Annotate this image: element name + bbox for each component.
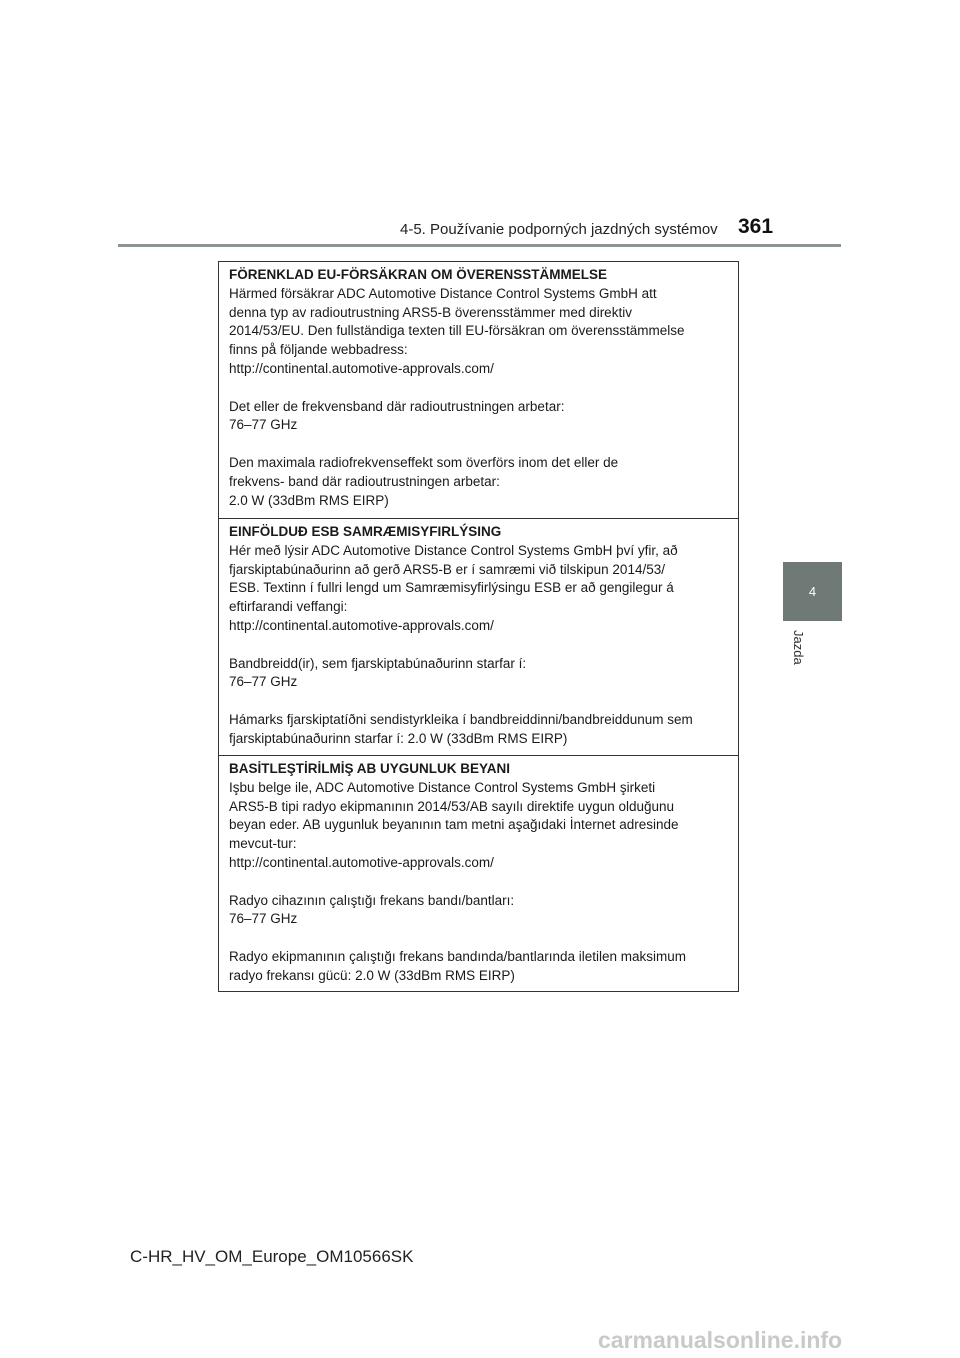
text-line: Radyo cihazının çalıştığı frekans bandı/bantları: <box>229 892 515 908</box>
text-line: finns på följande webbadress: <box>229 342 408 358</box>
text-line: Bandbreidd(ir), sem fjarskiptabúnaðurinn starfar í: <box>229 655 527 671</box>
spacer <box>229 636 728 655</box>
text-line: 76–77 GHz <box>229 417 298 433</box>
text-line: frekvens- band där radioutrustningen arbetar: <box>229 473 500 489</box>
url-text: http://continental.automotive-approvals.com/ <box>229 617 494 633</box>
chapter-tab[interactable] <box>783 562 842 621</box>
text-line: Hámarks fjarskiptatíðni sendistyrkleika í bandbreiddinni/bandbreiddunum sem <box>229 711 693 727</box>
chapter-number: 4 <box>808 584 817 599</box>
spacer <box>229 929 728 948</box>
page-number: 361 <box>738 215 774 238</box>
text-line: denna typ av radioutrustning ARS5-B överensstämmer med direktiv <box>229 304 632 320</box>
spacer <box>229 692 728 711</box>
text-line: Işbu belge ile, ADC Automotive Distance Control Systems GmbH şirketi <box>229 779 656 795</box>
section-title: EINFÖLDUÐ ESB SAMRÆMISYFIRLÝSING <box>229 524 502 539</box>
declaration-section-swedish <box>219 262 738 519</box>
text-line: 2.0 W (33dBm RMS EIRP) <box>229 492 389 508</box>
document-id: C-HR_HV_OM_Europe_OM10566SK <box>130 1247 414 1266</box>
spacer <box>229 435 728 454</box>
declaration-section-icelandic <box>219 519 738 756</box>
text-line: Radyo ekipmanının çalıştığı frekans bandında/bantlarında iletilen maksimum <box>229 948 686 964</box>
section-heading: 4-5. Používanie podporných jazdných systémov <box>400 221 718 238</box>
declaration-box <box>218 261 739 992</box>
section-title: FÖRENKLAD EU-FÖRSÄKRAN OM ÖVERENSSTÄMMELSE <box>229 267 608 282</box>
spacer <box>229 873 728 892</box>
header-divider <box>118 244 841 247</box>
watermark: carmanualsonline.info <box>598 1327 843 1353</box>
text-line: 2014/53/EU. Den fullständiga texten till EU-försäkran om överensstämmelse <box>229 323 685 339</box>
url-text: http://continental.automotive-approvals.com/ <box>229 854 494 870</box>
text-line: ARS5-B tipi radyo ekipmanının 2014/53/AB sayılı direktife uygun olduğunu <box>229 798 675 814</box>
text-line: Den maximala radiofrekvenseffekt som överförs inom det eller de <box>229 454 619 470</box>
chapter-label: Jazda <box>791 630 806 665</box>
text-line: 76–77 GHz <box>229 674 298 690</box>
text-line: fjarskiptabúnaðurinn starfar í: 2.0 W (33dBm RMS EIRP) <box>229 730 568 746</box>
text-line: ESB. Textinn í fullri lengd um Samræmisyfirlýsingu ESB er að gengilegur á <box>229 580 674 596</box>
spacer <box>229 379 728 398</box>
text-line: 76–77 GHz <box>229 911 298 927</box>
text-line: beyan eder. AB uygunluk beyanının tam metni aşağıdaki İnternet adresinde <box>229 817 679 833</box>
text-line: Härmed försäkrar ADC Automotive Distance Control Systems GmbH att <box>229 285 657 301</box>
text-line: radyo frekansı gücü: 2.0 W (33dBm RMS EIRP) <box>229 967 515 983</box>
text-line: eftirfarandi veffangi: <box>229 599 348 615</box>
text-line: Hér með lýsir ADC Automotive Distance Control Systems GmbH því yfir, að <box>229 542 678 558</box>
text-line: mevcut-tur: <box>229 836 297 852</box>
section-title: BASİTLEŞTİRİLMİŞ AB UYGUNLUK BEYANI <box>229 761 511 776</box>
url-text: http://continental.automotive-approvals.com/ <box>229 360 494 376</box>
text-line: Det eller de frekvensband där radioutrustningen arbetar: <box>229 398 565 414</box>
text-line: fjarskiptabúnaðurinn að gerð ARS5-B er í samræmi við tilskipun 2014/53/ <box>229 561 665 577</box>
declaration-section-turkish <box>219 756 738 993</box>
